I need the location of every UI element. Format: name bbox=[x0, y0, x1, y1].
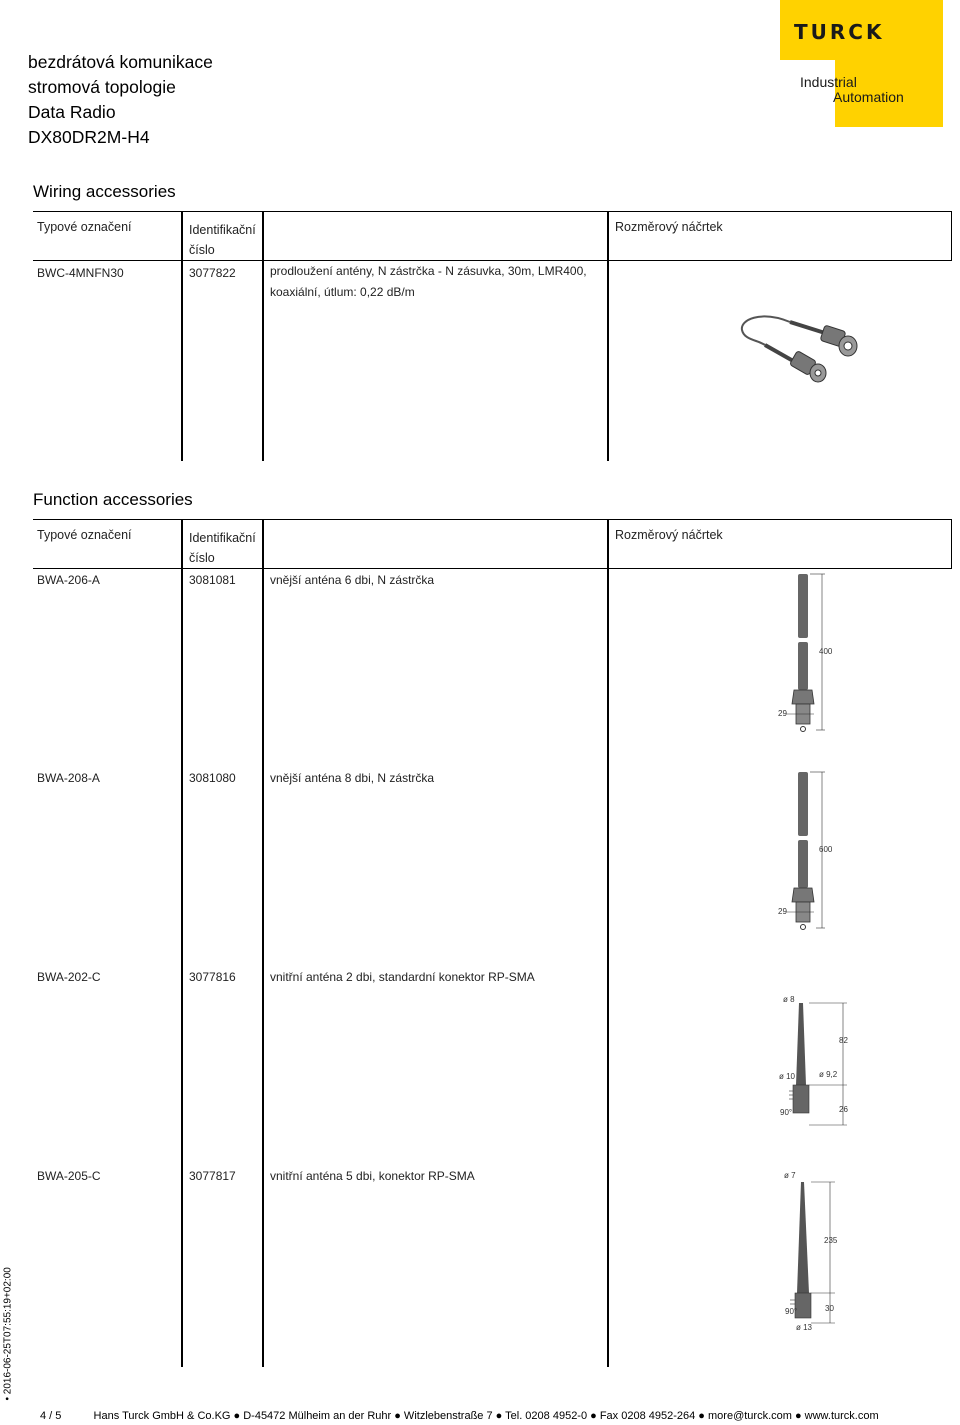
dim-length-label: 600 bbox=[819, 845, 833, 854]
logo-line-1: Industrial bbox=[800, 74, 857, 90]
logo-tagline bbox=[800, 75, 904, 105]
header-line-4: DX80DR2M-H4 bbox=[28, 127, 150, 147]
col-divider bbox=[262, 211, 264, 461]
function-table-header bbox=[33, 519, 952, 569]
dim-top-label: ø 7 bbox=[784, 1171, 796, 1180]
logo-brand: TURCK bbox=[794, 20, 885, 44]
col-type-label: Typové označení bbox=[37, 220, 132, 234]
logo-line-2: Automation bbox=[833, 89, 904, 105]
row-id: 3081080 bbox=[189, 771, 236, 785]
company-info: Hans Turck GmbH & Co.KG ● D-45472 Mülheim an der Ruhr ● Witzlebenstraße 7 ● Tel. 0208 4952-0 ● Fax 0208 4952-264 ● more@turck.com ● www.turck.com bbox=[93, 1410, 879, 1422]
dim-right-label: ø 9,2 bbox=[819, 1070, 838, 1079]
row-desc: vnější anténa 8 dbi, N zástrčka bbox=[270, 771, 435, 785]
dim-width-label: 29 bbox=[778, 709, 787, 718]
row-desc: vnitřní anténa 5 dbi, konektor RP-SMA bbox=[270, 1169, 475, 1183]
col-id-label: Identifikační číslo bbox=[189, 223, 256, 257]
wiring-section-title: Wiring accessories bbox=[33, 182, 176, 201]
row-type: BWA-206-A bbox=[37, 573, 100, 587]
col-type-label: Typové označení bbox=[37, 528, 132, 542]
header-line-3: Data Radio bbox=[28, 102, 116, 122]
header-line-2: stromová topologie bbox=[28, 77, 176, 97]
col-divider bbox=[607, 519, 609, 1367]
dim-length-label: 400 bbox=[819, 647, 833, 656]
row-type: BWA-202-C bbox=[37, 970, 101, 984]
row-type: BWA-208-A bbox=[37, 771, 100, 785]
col-divider bbox=[181, 211, 183, 461]
row-desc-line-2: koaxiální, útlum: 0,22 dB/m bbox=[270, 285, 415, 299]
row-id: 3077817 bbox=[189, 1169, 236, 1183]
antenna-drawing-bwa-206-a bbox=[770, 572, 890, 742]
dim-top-label: ø 8 bbox=[783, 995, 795, 1004]
wiring-table-header bbox=[33, 211, 952, 261]
col-sketch-label: Rozměrový náčrtek bbox=[615, 528, 723, 542]
function-section-title: Function accessories bbox=[33, 490, 193, 509]
row-id: 3077822 bbox=[189, 266, 236, 280]
row-id: 3081081 bbox=[189, 573, 236, 587]
cable-drawing bbox=[730, 300, 870, 390]
dim-angle-label: 90° bbox=[785, 1307, 798, 1316]
dim-length-label: 235 bbox=[824, 1236, 838, 1245]
col-divider bbox=[262, 519, 264, 1367]
antenna-drawing-bwa-202-c bbox=[775, 985, 865, 1130]
row-desc: vnitřní anténa 2 dbi, standardní konektor RP-SMA bbox=[270, 970, 535, 984]
row-desc: vnější anténa 6 dbi, N zástrčka bbox=[270, 573, 435, 587]
document-header bbox=[28, 50, 213, 150]
col-divider bbox=[181, 519, 183, 1367]
antenna-drawing-bwa-208-a bbox=[770, 770, 890, 940]
col-divider bbox=[607, 211, 609, 461]
row-desc-line-1: prodloužení antény, N zástrčka - N zásuvka, 30m, LMR400, bbox=[270, 264, 587, 278]
dim-length-label: 82 bbox=[839, 1036, 848, 1045]
row-id: 3077816 bbox=[189, 970, 236, 984]
col-sketch-label: Rozměrový náčrtek bbox=[615, 220, 723, 234]
turck-logo bbox=[780, 0, 943, 127]
row-desc bbox=[270, 261, 587, 303]
page-number: 4 / 5 bbox=[40, 1410, 62, 1422]
page-footer bbox=[40, 1410, 879, 1422]
antenna-drawing-bwa-205-c bbox=[780, 1168, 870, 1338]
dim-width-label: 29 bbox=[778, 907, 787, 916]
dim-angle-label: 90° bbox=[780, 1108, 793, 1117]
row-type: BWA-205-C bbox=[37, 1169, 101, 1183]
dim-base-label: 26 bbox=[839, 1105, 848, 1114]
dim-left-label: ø 10 bbox=[779, 1072, 796, 1081]
dim-bottom-label: ø 13 bbox=[796, 1323, 813, 1332]
col-id-label: Identifikační číslo bbox=[189, 531, 256, 565]
header-line-1: bezdrátová komunikace bbox=[28, 52, 213, 72]
row-type: BWC-4MNFN30 bbox=[37, 266, 124, 280]
date-stamp: • 2016-06-25T07:55:19+02:00 bbox=[2, 1267, 14, 1401]
dim-base-label: 30 bbox=[825, 1304, 834, 1313]
